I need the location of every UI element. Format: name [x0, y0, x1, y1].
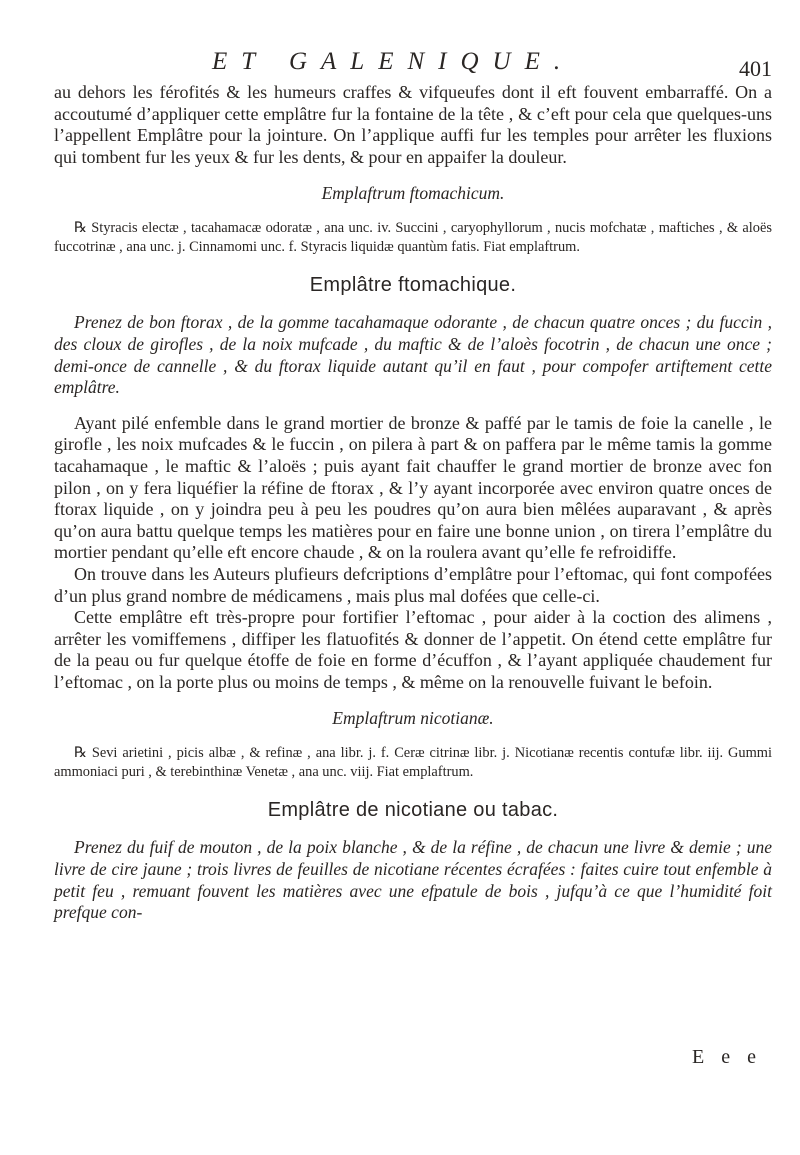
- signature-mark: E e e: [692, 1046, 762, 1068]
- french-recipe-stomachique: Prenez de bon ftorax , de la gomme tacahamaque odorante , de chacun quatre onces ; du fuccin , des cloux de girofles , de la noix mufcade , du maftic & de l’aloès focotrin , de chacun une once ; demi-once de cannelle , & du ftorax liquide autant qu’il en faut , pour compofer artiftement cette emplâtre.: [54, 312, 772, 398]
- running-head: ET GALENIQUE.: [212, 48, 575, 75]
- latin-recipe-stomachicum: ℞ Styracis electæ , tacahamacæ odoratæ , ana unc. iv. Succini , caryophyllorum , nucis mofchatæ , maftiches , & aloës fuccotrinæ , ana unc. j. Cinnamomi unc. f. Styracis liquidæ quantùm fatis. Fiat emplaftrum.: [54, 220, 772, 255]
- latin-recipe-title-stomachicum: Emplaftrum ftomachicum.: [321, 183, 505, 204]
- latin-recipe-nicotianae: ℞ Sevi arietini , picis albæ , & refinæ , ana libr. j. f. Ceræ citrinæ libr. j. Nicotianæ recentis contufæ libr. iij. Gummi ammoniaci puri , & terebinthinæ Venetæ , ana unc. viij. Fiat emplaftrum.: [54, 745, 772, 780]
- french-recipe-title-nicotiane: Emplâtre de nicotiane ou tabac.: [267, 799, 559, 822]
- page-number: 401: [739, 56, 772, 81]
- page-body: [54, 82, 772, 938]
- paragraph-authors: On trouve dans les Auteurs plufieurs defcriptions d’emplâtre pour l’eftomac, qui font compofées d’un plus grand nombre de médicamens , mais plus mal dofées que celle-ci.: [54, 563, 772, 606]
- latin-recipe-title-nicotianae: Emplaftrum nicotianæ.: [332, 708, 494, 729]
- paragraph-usage: Cette emplâtre eft très-propre pour fortifier l’eftomac , pour aider à la coction des alimens , arrêter les vomiffemens , diffiper les flatuofités & donner de l’appetit. On étend cette emplâtre fur de la peau ou fur quelque étoffe de foie en forme d’écuffon , & l’ayant appliquée chaudement fur l’eftomac , on la porte plus ou moins de temps , & même on la renouvelle fuivant le befoin.: [54, 607, 772, 692]
- french-recipe-title-stomachique: Emplâtre ftomachique.: [309, 274, 517, 297]
- french-recipe-nicotiane: Prenez du fuif de mouton , de la poix blanche , & de la réfine , de chacun une livre & demie ; une livre de cire jaune ; trois livres de feuilles de nicotiane récentes écrafées : faites cuire tout enfemble à petit feu , remuant fouvent les matières avec une efpatule de bois , jufqu’à ce que l’humidité foit prefque con-: [54, 837, 772, 923]
- paragraph-continuation: au dehors les férofités & les humeurs craffes & vifqueufes dont il eft fouvent embarraffé. On a accoutumé d’appliquer cette emplâtre fur la fontaine de la tête , & c’eft pour cela que quelques-uns l’appellent Emplâtre pour la jointure. On l’applique auffi fur les temples pour arrêter les fluxions qui tombent fur les yeux & fur les dents, & pour en appaifer la douleur.: [54, 82, 772, 167]
- paragraph-preparation: Ayant pilé enfemble dans le grand mortier de bronze & paffé par le tamis de foie la canelle , le girofle , les noix mufcades & le fuccin , on pilera à part & on paffera par le même tamis la gomme tacahamaque , le maftic & l’aloës ; puis ayant fait chauffer le grand mortier de bronze avec fon pilon , on y fera liquéfier la réfine de ftorax , & l’y ayant incorporée avec environ quatre onces de ftorax liquide , on y joindra peu à peu les poudres qu’on aura bien mêlées auparavant , & après qu’on aura battu quelque temps les matières pour en faire une bonne union , on tirera l’emplâtre du mortier pendant qu’elle eft encore chaude , & on la roulera avant qu’elle fe refroidiffe.: [54, 412, 772, 563]
